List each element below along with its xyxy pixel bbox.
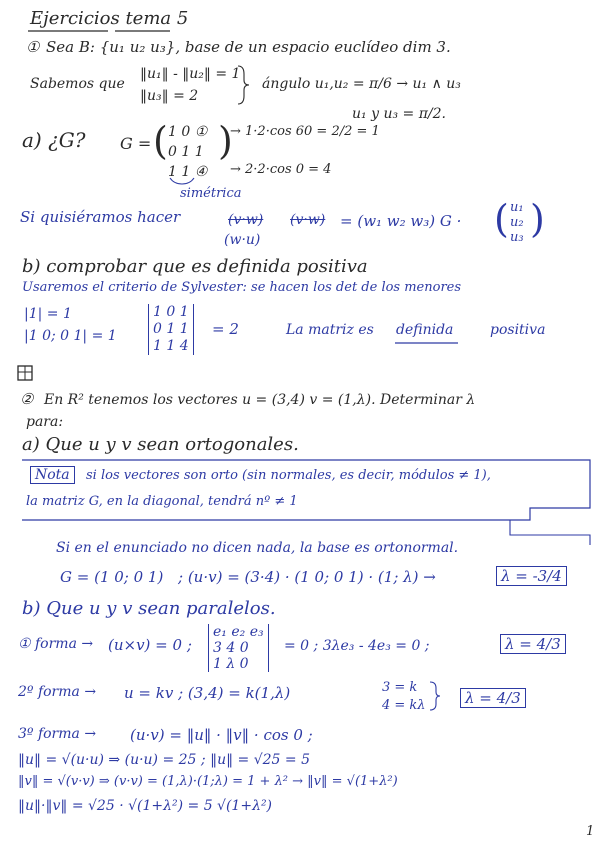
- note-line-2: la matriz G, en la diagonal, tendrá nº ≠ 1: [26, 494, 298, 509]
- ex1-intro: Sea B: {u₁ u₂ u₃}, base de un espacio euclídeo dim 3.: [46, 38, 451, 56]
- page-title: Ejercicios tema 5: [30, 8, 189, 29]
- symmetric-note: simétrica: [180, 186, 242, 201]
- note-line-1: si los vectores son orto (sin normales, es decir, módulos ≠ 1),: [86, 468, 491, 483]
- formula-bottom: (w·u): [224, 232, 261, 248]
- ex1-part-b-label: b) comprobar que es definida positiva: [22, 256, 368, 277]
- formula-eq: = (w₁ w₂ w₃) G ·: [340, 212, 462, 230]
- form2-result: λ = 4/3: [460, 688, 526, 708]
- ortho-eq: ; (u·v) = (3·4) · (1 0; 0 1) · (1; λ) →: [178, 568, 436, 586]
- minor-3-row-2: 0 1 1: [153, 321, 189, 337]
- ex1-known-label: Sabemos que: [30, 76, 125, 92]
- vec-left-paren: (: [494, 197, 509, 241]
- minor-2: |1 0; 0 1| = 1: [24, 328, 117, 344]
- ex1-part-a-label: a) ¿G?: [22, 128, 86, 152]
- ex1-norms-2: ‖u₃‖ = 2: [140, 88, 199, 104]
- form1-result: λ = 4/3: [500, 634, 566, 654]
- conclusion-pre: La matriz es: [286, 322, 374, 338]
- ex2-intro-1: En R² tenemos los vectores u = (3,4) v = (1,λ). Determinar λ: [44, 392, 476, 408]
- ex1-angle-2: u₁ y u₃ = π/2.: [352, 106, 446, 122]
- ex2-part-a-label: a) Que u y v sean ortogonales.: [22, 434, 299, 455]
- formula-crossed-2: (v·w): [290, 212, 326, 228]
- form1-mid: = 0 ; 3λe₃ - 4e₃ = 0 ;: [284, 638, 430, 654]
- conclusion-under: definida: [396, 322, 454, 338]
- form1-det-row-1: e₁ e₂ e₃: [213, 624, 264, 640]
- vec-u3: u₃: [510, 230, 524, 245]
- conclusion-post: positiva: [490, 322, 546, 338]
- g-arrow-2: → 2·2·cos 0 = 4: [230, 162, 332, 177]
- ex2-statement: Si en el enunciado no dicen nada, la base es ortonormal.: [56, 540, 459, 556]
- minor-1: |1| = 1: [24, 306, 72, 322]
- g-identity: G = (1 0; 0 1): [60, 568, 164, 586]
- ex1-part-b-method: Usaremos el criterio de Sylvester: se hacen los det de los menores: [22, 280, 462, 295]
- form2-label: 2º forma →: [18, 684, 97, 700]
- ex2-part-b-label: b) Que u y v sean paralelos.: [22, 598, 276, 619]
- g-left-paren: (: [153, 119, 168, 163]
- ex1-norms-1: ‖u₁‖ - ‖u₂‖ = 1: [140, 66, 241, 82]
- formula-label: Si quisiéramos hacer: [20, 208, 181, 226]
- line-v: ‖v‖ = √(v·v) ⇒ (v·v) = (1,λ)·(1;λ) = 1 + λ² → ‖v‖ = √(1+λ²): [18, 774, 398, 789]
- minor-3-row-1: 1 0 1: [153, 304, 189, 320]
- vec-u2: u₂: [510, 215, 524, 230]
- ex1-angle-1: ángulo u₁,u₂ = π/6 → u₁ ∧ u₃: [262, 76, 461, 92]
- form1-det-row-2: 3 4 0: [213, 640, 249, 656]
- note-title: Nota: [30, 466, 75, 484]
- minor-3-row-3: 1 1 4: [153, 338, 189, 354]
- page-number: 1: [586, 824, 595, 839]
- form3-eq: (u·v) = ‖u‖ · ‖v‖ · cos 0 ;: [130, 726, 313, 744]
- g-row-1: 1 0 ①: [168, 124, 208, 140]
- ex2-intro-2: para:: [26, 414, 64, 430]
- formula-crossed-1: (v·w): [228, 212, 264, 228]
- system-brace: [430, 682, 440, 710]
- vec-u1: u₁: [510, 200, 524, 215]
- ortho-result: λ = -3/4: [496, 566, 567, 586]
- vec-right-paren: ): [530, 197, 545, 241]
- form1-eq: (u×v) = 0 ;: [108, 636, 192, 654]
- minor-3-result: = 2: [212, 320, 239, 338]
- g-row-3: 1 1 ④: [168, 164, 208, 180]
- g-matrix: [168, 122, 207, 182]
- ex1-g-label: G =: [120, 134, 152, 153]
- g-right-paren: ): [218, 119, 233, 163]
- form1-det-row-3: 1 λ 0: [213, 656, 249, 672]
- g-row-2: 0 1 1: [168, 144, 204, 160]
- minor-3-det: [148, 304, 194, 355]
- form1-det: [208, 624, 269, 672]
- form3-label: 3º forma →: [18, 726, 97, 742]
- form1-label: ① forma →: [18, 636, 94, 652]
- g-arrow-1: → 1·2·cos 60 = 2/2 = 1: [230, 124, 380, 139]
- note-box-tail: [510, 520, 590, 545]
- ex1-number: ①: [26, 38, 40, 56]
- formula-vector: [510, 200, 524, 245]
- form2-sys-1: 3 = k: [382, 680, 418, 695]
- ex2-number: ②: [20, 390, 34, 408]
- form2-sys-2: 4 = kλ: [382, 698, 426, 713]
- form2-eq: u = kv ; (3,4) = k(1,λ): [124, 684, 291, 702]
- line-prod: ‖u‖·‖v‖ = √25 · √(1+λ²) = 5 √(1+λ²): [18, 798, 273, 814]
- line-u: ‖u‖ = √(u·u) ⇒ (u·u) = 25 ; ‖u‖ = √25 = 5: [18, 752, 310, 768]
